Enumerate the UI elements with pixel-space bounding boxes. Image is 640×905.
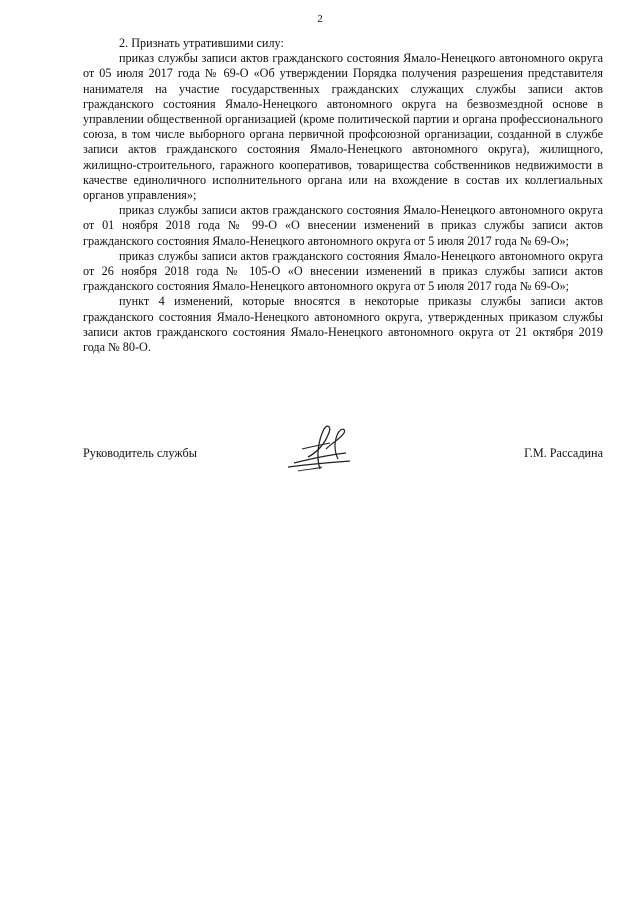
signer-name: Г.М. Рассадина [524,446,603,460]
page-number: 2 [317,13,323,25]
repealed-order-item: пункт 4 изменений, которые вносятся в некоторые приказы службы записи актов гражданского состояния Ямало-Ненецкого автономного округа, утвержденных приказом службы записи актов гражданского состояния Ямало-Ненецкого автономного округа от 21 октября 2019 года № 80-О. [83,294,603,355]
handwritten-signature-icon [280,419,360,477]
repealed-order-item: приказ службы записи актов гражданского состояния Ямало-Ненецкого автономного округа от 26 ноября 2018 года № 105-О «О внесении изменений в приказ службы записи актов гражданского состояния Ямало-Ненецкого автономного округа от 5 июля 2017 года № 69-О»; [83,248,603,294]
signature-block [83,443,603,483]
repealed-order-item: приказ службы записи актов гражданского состояния Ямало-Ненецкого автономного округа от 05 июля 2017 года № 69-О «Об утверждении Порядка получения разрешения представителя нанимателя на участие государственных гражданских служащих службы записи актов гражданского состояния Ямало-Ненецкого автономного округа на безвозмездной основе в управлении общественной организацией (кроме политической партии и органа профессионального союза, в том числе выборного органа первичной профсоюзной организации, созданной в службе записи актов гражданского состояния Ямало-Ненецкого автономного округа), жилищного, жилищно-строительного, гаражного кооперативов, товарищества собственников недвижимости в качестве единоличного исполнительного органа или на вхождение в состав их коллегиальных органов управления»; [83,51,603,203]
repealed-order-item: приказ службы записи актов гражданского состояния Ямало-Ненецкого автономного округа от 01 ноября 2018 года № 99-О «О внесении изменений в приказ службы записи актов гражданского состояния Ямало-Ненецкого автономного округа от 5 июля 2017 года № 69-О»; [83,203,603,248]
section-heading: 2. Признать утратившими силу: [119,36,284,50]
signer-position: Руководитель службы [83,446,197,460]
document-body [83,36,603,355]
